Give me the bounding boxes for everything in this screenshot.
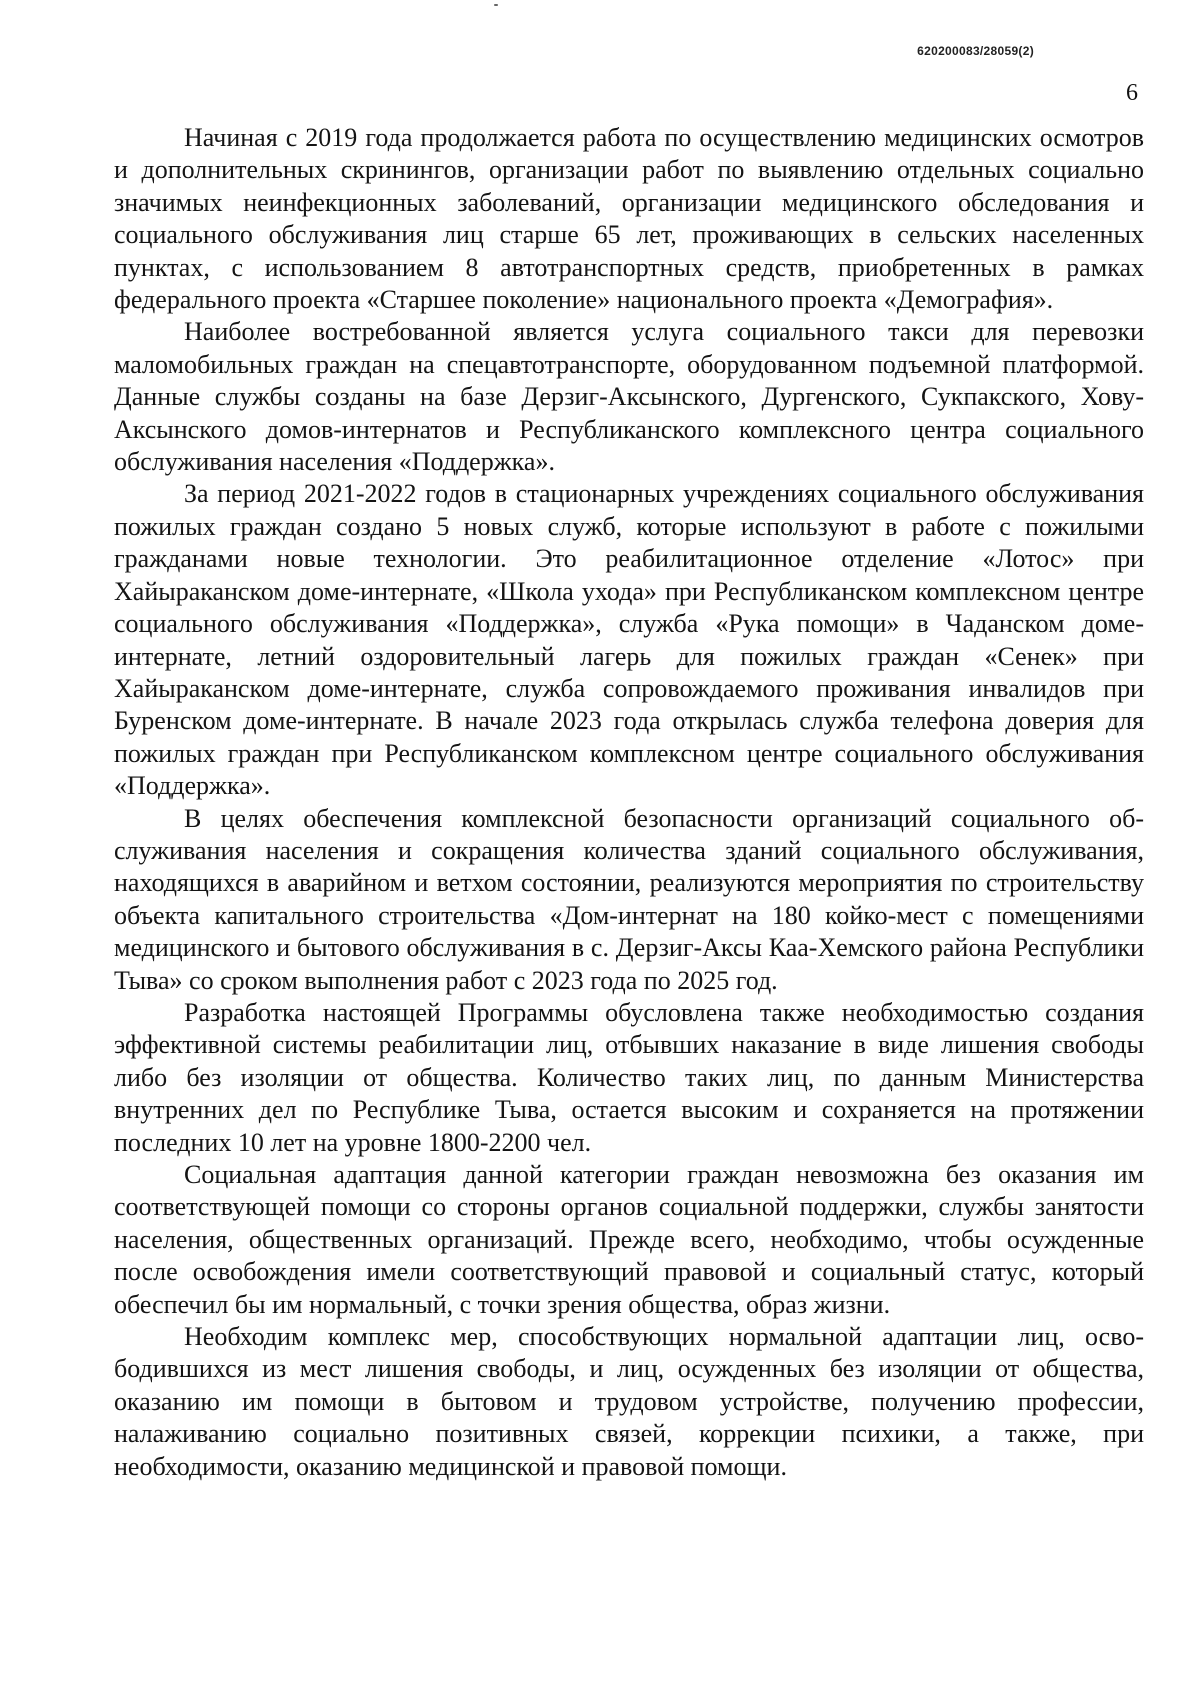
page-number: 6 xyxy=(1126,80,1138,106)
paragraph-safety-construction: В целях обеспечения комплексной безопасности организаций социального обслуживания населения и сокращения количества зданий социального обслуживания, находящихся в аварийном и ветхом состоянии, реализуются мероприятия по строительству объекта капитального строительства «Дом-интернат на 180 койко-мест с помещениями медицинского и бытового обслуживания в с. Дерзиг-Аксы Каа-Хемского района Республики Тыва» со сроком выполнения работ с 2023 года по 2025 год. xyxy=(114,803,1144,995)
document-id: 620200083/28059(2) xyxy=(917,44,1034,58)
paragraph-complex-measures: Необходим комплекс мер, способствующих нормальной адаптации лиц, освободившихся из мест лишения свободы, и лиц, осужденных без изоляции от общества, оказанию им помощи в бытовом и трудовом устройстве, получению профессии, налаживанию социально позитивных связей, коррекции психики, а также, при необходимости, оказанию медицинской и правовой помощи. xyxy=(114,1322,1144,1481)
paragraph-social-adaptation: Социальная адаптация данной категории граждан невозможна без оказания им соответствующей помощи со стороны органов социальной поддержки, службы занятости населения, общественных организаций. Прежде всего, необходимо, чтобы осужденные после освобождения имели соответствующий правовой и социальный статус, который обеспечил бы им нормальный, с точки зрения общества, образ жизни. xyxy=(114,1160,1144,1319)
document-body xyxy=(114,122,1144,1483)
paragraph-new-services: За период 2021-2022 годов в стационарных учреждениях социального обслуживания пожилых граждан создано 5 новых служб, которые используют в работе с пожилыми гражданами новые технологии. Это реабилитационное отделение «Лотос» при Хайыраканском доме-интернате, «Школа ухода» при Республиканском комплексном центре социального обслуживания «Поддержка», служба «Рука помощи» в Чаданском доме-интернате, летний оздоровительный лагерь для пожилых граждан «Сенек» при Хайыраканском доме-интернате, служба сопровождаемого проживания инвалидов при Буренском доме-интернате. В начале 2023 года открылась служба телефона доверия для пожилых граждан при Республиканском комплексном центре социального обслуживания «Поддержка». xyxy=(114,479,1144,801)
paragraph-medical-screenings: Начиная с 2019 года продолжается работа по осуществлению медицинских осмотров и дополнительных скринингов, организации работ по выявлению отдельных социально значимых неинфекционных заболеваний, организации медицинского обследования и социального обслуживания лиц старше 65 лет, проживающих в сельских населенных пунктах, с использованием 8 автотранспортных средств, приобретенных в рамках федерального проекта «Старшее поколение» национального проекта «Демография». xyxy=(114,123,1144,315)
paragraph-rehabilitation-system: Разработка настоящей Программы обусловлена также необходимостью создания эффективной системы реабилитации лиц, отбывших наказание в виде лишения свободы либо без изоляции от общества. Количество таких лиц, по данным Министерства внутренних дел по Республике Тыва, остается высоким и сохраняется на протяжении последних 10 лет на уровне 1800-2200 чел. xyxy=(114,997,1144,1157)
scan-speck xyxy=(494,4,498,6)
paragraph-social-taxi: Наиболее востребованной является услуга социального такси для перевозки маломобильных граждан на спецавтотранспорте, оборудованном подъемной платформой. Данные службы созданы на базе Дерзиг-Аксынского, Дургенского, Сукпакского, Хову-Аксынского домов-интернатов и Республиканского комплексного центра социального обслуживания населения «Поддержка». xyxy=(114,317,1144,477)
